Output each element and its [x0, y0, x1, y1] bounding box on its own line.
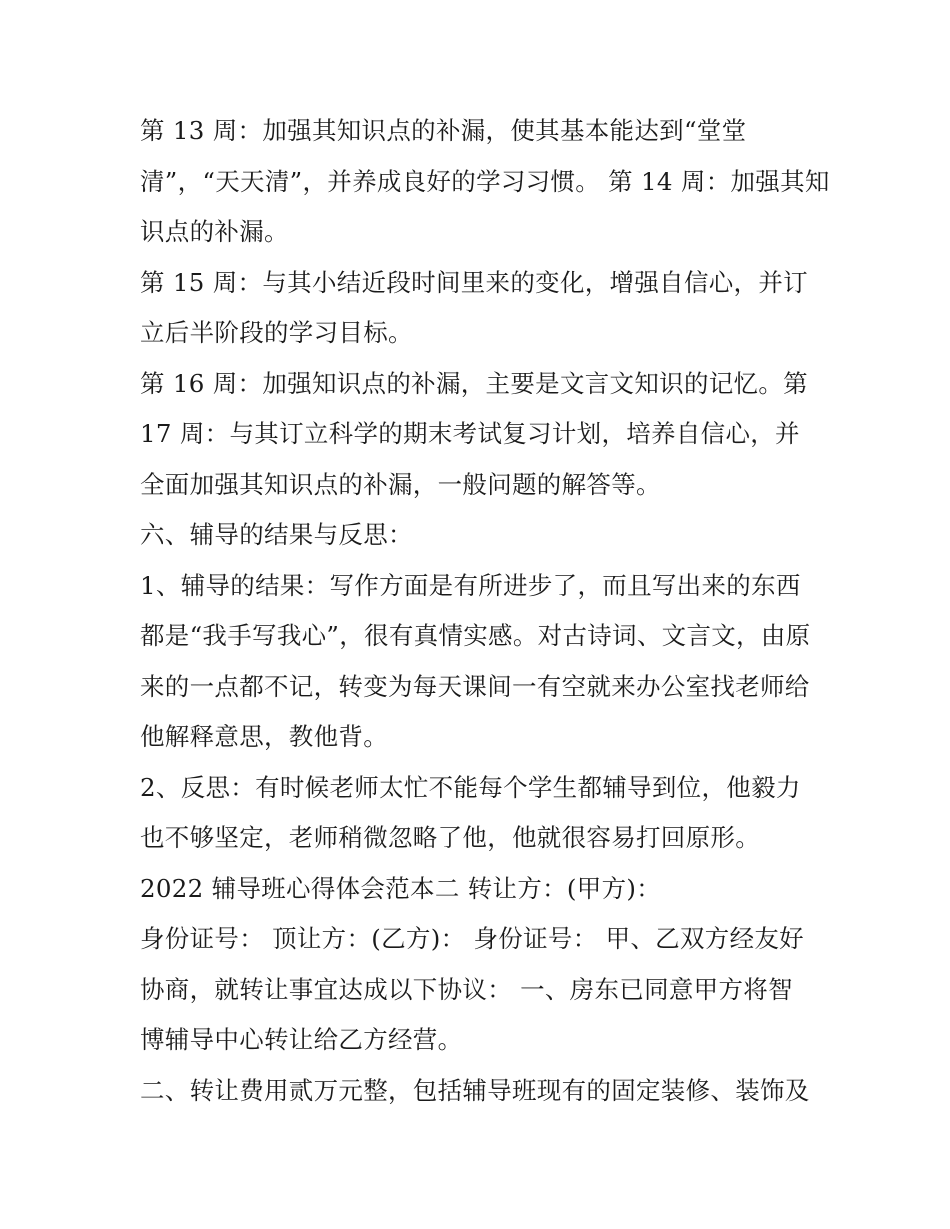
text-line: 来的一点都不记，转变为每天课间一有空就来办公室找老师给 [140, 671, 810, 701]
text-line: 身份证号： 顶让方：(乙方)： 身份证号： 甲、乙双方经友好 [140, 924, 804, 953]
text-line: 17 周：与其订立科学的期末考试复习计划，培养自信心，并 [140, 419, 800, 448]
text-line: 第 15 周：与其小结近段时间里来的变化，增强自信心，并订 [140, 267, 808, 297]
text-line: 清”，“天天清”，并养成良好的学习习惯。 第 14 周：加强其知 [140, 166, 830, 196]
text-line: 识点的补漏。 [140, 217, 289, 246]
text-line: 1、辅导的结果：写作方面是有所进步了，而且写出来的东西 [140, 570, 801, 600]
text-line: 也不够坚定，老师稍微忽略了他，他就很容易打回原形。 [140, 823, 760, 852]
text-line: 博辅导中心转让给乙方经营。 [140, 1025, 463, 1054]
text-line: 二、转让费用贰万元整，包括辅导班现有的固定装修、装饰及 [140, 1075, 810, 1105]
text-line: 都是“我手写我心”，很有真情实感。对古诗词、文言文，由原 [140, 621, 811, 650]
text-line: 第 13 周：加强其知识点的补漏，使其基本能达到“堂堂 [140, 116, 747, 145]
text-line: 立后半阶段的学习目标。 [140, 318, 413, 347]
document-body [140, 106, 830, 1116]
text-line: 第 16 周：加强知识点的补漏，主要是文言文知识的记忆。第 [140, 368, 808, 398]
section-heading: 六、辅导的结果与反思： [140, 520, 413, 549]
text-line: 2022 辅导班心得体会范本二 转让方：(甲方)： [140, 873, 662, 903]
text-line: 2、反思：有时候老师太忙不能每个学生都辅导到位，他毅力 [140, 772, 801, 802]
text-line: 他解释意思，教他背。 [140, 722, 388, 751]
text-line: 全面加强其知识点的补漏，一般问题的解答等。 [140, 469, 661, 499]
text-line: 协商，就转让事宜达成以下协议： 一、房东已同意甲方将智 [140, 974, 793, 1004]
